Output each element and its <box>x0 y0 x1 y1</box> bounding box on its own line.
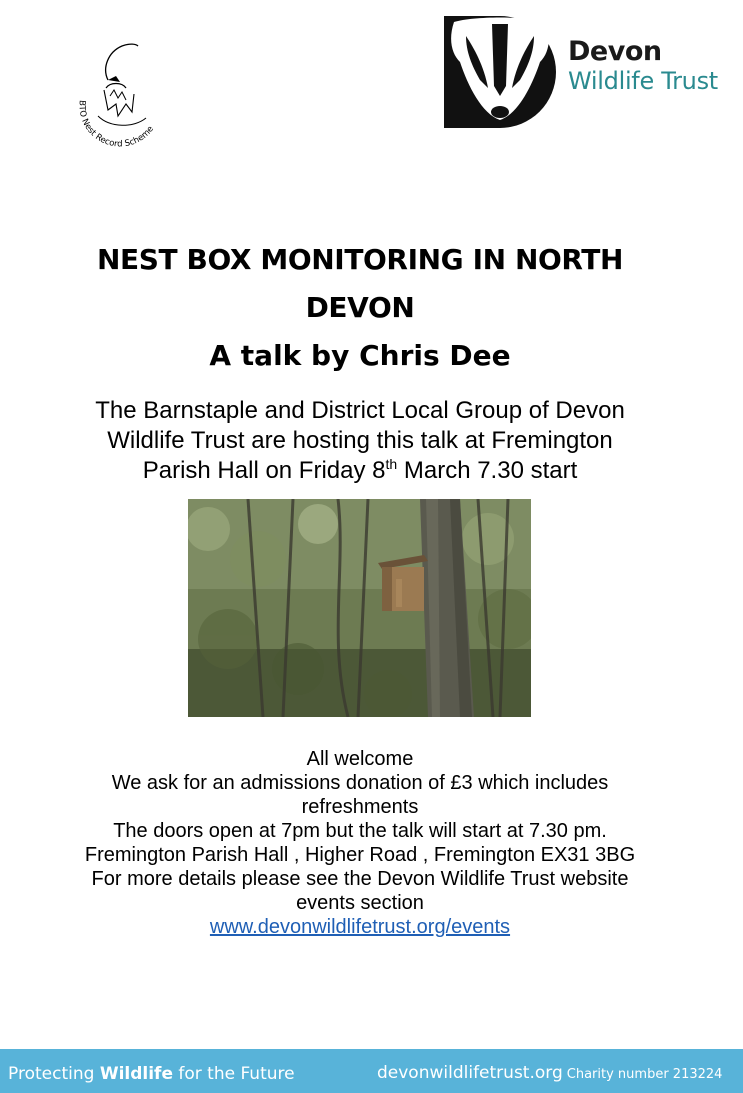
devon-wildlife-trust-logo <box>444 16 734 130</box>
logo-text-wildlife-trust: Wildlife Trust <box>568 67 718 95</box>
page-title <box>40 236 680 332</box>
nest-box-photo <box>188 499 531 717</box>
doors-text: The doors open at 7pm but the talk will start at 7.30 pm. <box>113 820 607 842</box>
bto-nest-record-scheme-logo <box>70 38 170 148</box>
intro-line-2: Wildlife Trust are hosting this talk at Fremington <box>107 427 613 454</box>
logo-text-devon: Devon <box>568 36 662 67</box>
events-link[interactable]: www.devonwildlifetrust.org/events <box>209 916 511 938</box>
charity-number: Charity number 213224 <box>566 1067 723 1082</box>
bto-ring-text-path: BTO Nest Record Scheme <box>76 99 156 148</box>
more-details-1: For more details please see the Devon Wildlife Trust website <box>91 868 629 890</box>
donation-text-1: We ask for an admissions donation of £3 which includes <box>111 772 609 794</box>
tagline-end: for the Future <box>172 1064 295 1084</box>
intro-line-3-end: March 7.30 start <box>397 457 578 484</box>
welcome-text: All welcome <box>306 748 414 770</box>
talk-subtitle: A talk by Chris Dee <box>209 339 511 372</box>
title-line-2: DEVON <box>305 291 415 324</box>
title-line-1: NEST BOX MONITORING IN NORTH <box>96 243 624 276</box>
tagline-bold: Wildlife <box>99 1064 173 1084</box>
event-intro <box>40 396 680 486</box>
date-suffix: th <box>385 456 398 472</box>
footer-website: devonwildlifetrust.org <box>377 1063 563 1083</box>
footer-bar <box>0 1049 743 1093</box>
tagline-start: Protecting <box>8 1064 100 1084</box>
footer-tagline <box>8 1064 295 1084</box>
footer-contact <box>377 1063 722 1083</box>
more-details-2: events section <box>296 892 424 914</box>
donation-text-2: refreshments <box>301 796 419 818</box>
badger-icon <box>444 16 556 128</box>
venue-address: Fremington Parish Hall , Higher Road , Fremington EX31 3BG <box>84 844 636 866</box>
event-details <box>40 747 680 939</box>
intro-line-3-start: Parish Hall on Friday 8 <box>142 457 386 484</box>
intro-line-1: The Barnstaple and District Local Group of Devon <box>95 397 625 424</box>
